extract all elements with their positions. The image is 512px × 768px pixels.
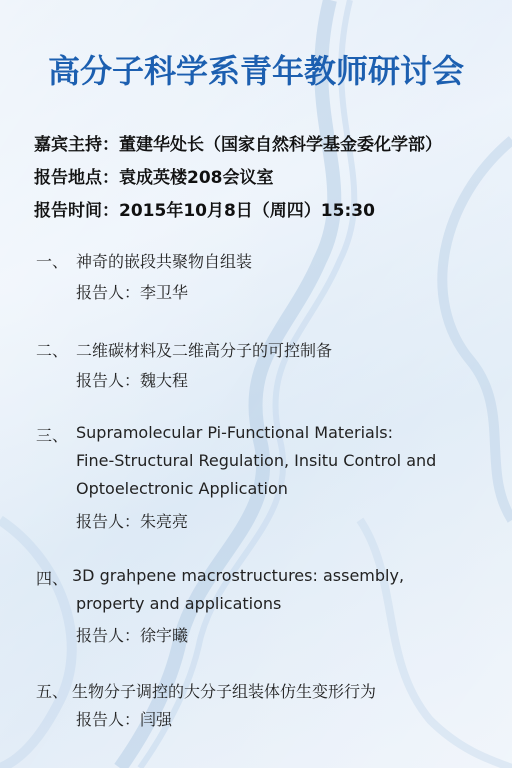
talk-3-title-line-2: Fine-Structural Regulation, Insitu Control and (76, 451, 437, 470)
talk-1-title-line-1: 神奇的嵌段共聚物自组装 (76, 252, 253, 271)
host-value: 董建华处长（国家自然科学基金委化学部） (119, 135, 442, 155)
talk-1-reporter: 报告人：李卫华 (76, 283, 189, 302)
talk-3-title-line-3: Optoelectronic Application (76, 479, 288, 498)
location-value: 袁成英楼208会议室 (119, 168, 274, 188)
time-value: 2015年10月8日（周四）15:30 (119, 201, 375, 221)
talk-3-number: 三、 (36, 426, 69, 445)
talk-5-reporter: 报告人：闫强 (76, 710, 173, 729)
talk-4-title-line-1: 3D grahpene macrostructures: assembly, (72, 566, 405, 585)
host-label: 嘉宾主持： (34, 135, 119, 155)
time-label: 报告时间： (34, 201, 119, 221)
talk-2-number: 二、 (36, 341, 69, 360)
talk-4-title-line-2: property and applications (76, 594, 282, 613)
location-line (34, 163, 274, 188)
talk-4-number: 四、 (36, 569, 69, 588)
talk-2-title-line-1: 二维碳材料及二维高分子的可控制备 (76, 341, 333, 360)
talk-1-number: 一、 (36, 252, 69, 271)
talk-3-reporter: 报告人：朱亮亮 (76, 512, 189, 531)
talk-4-reporter: 报告人：徐宇曦 (76, 626, 189, 645)
poster-title: 高分子科学系青年教师研讨会 (47, 52, 464, 90)
talk-2-reporter: 报告人：魏大程 (76, 371, 189, 390)
host-line (34, 130, 442, 155)
talk-3-title-line-1: Supramolecular Pi-Functional Materials: (76, 423, 393, 442)
talk-5-number: 五、 (36, 682, 69, 701)
talk-5-title-line-1: 生物分子调控的大分子组装体仿生变形行为 (72, 682, 377, 701)
time-line (34, 196, 375, 221)
location-label: 报告地点： (34, 168, 119, 188)
